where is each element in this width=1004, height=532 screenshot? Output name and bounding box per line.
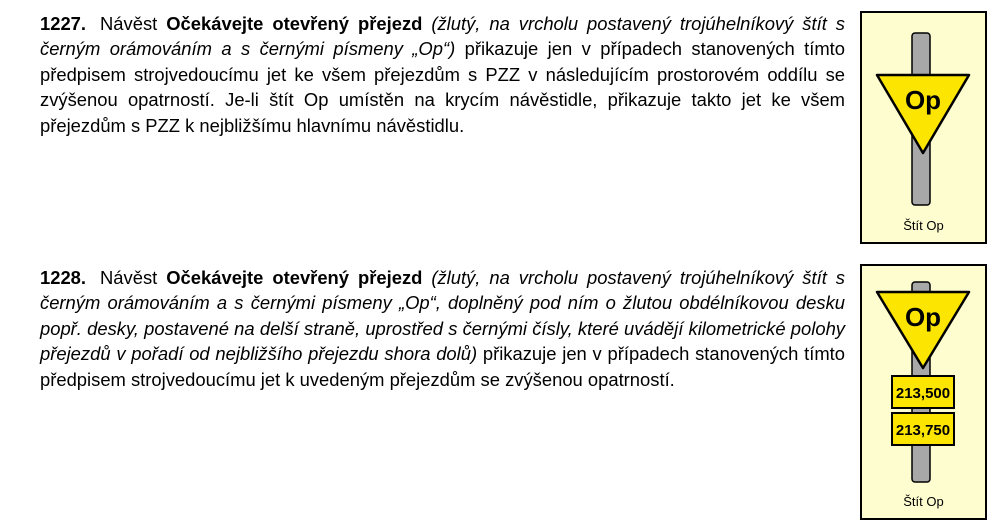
- op-sign-km-graphic: [862, 266, 985, 518]
- article-intro: Návěst: [100, 267, 167, 288]
- spacer: [422, 267, 431, 288]
- op-sign-text: Op: [904, 85, 942, 115]
- article-number: 1228.: [40, 267, 87, 288]
- sign-caption: Štít Op: [903, 494, 944, 509]
- article-intro: Návěst: [100, 13, 167, 34]
- km-board-text: 213,500: [895, 385, 951, 402]
- article-body: přikazuje jen v případech stanovených tímto předpisem strojvedoucímu jet ke všem přejezdům s PZZ v následujícím prostorovém oddílu se zvýšenou opatrností. Je-li štít Op umístěn na krycím návěstidle, přikazuje takto jet ke všem přejezdům s PZZ k nejbližšímu hlavnímu návěstidlu.: [40, 38, 845, 136]
- op-sign-text: Op: [904, 302, 942, 332]
- article-number: 1227.: [40, 13, 87, 34]
- article-1228: [40, 265, 845, 392]
- km-board-text: 213,750: [895, 422, 951, 439]
- signal-name: Očekávejte otevřený přejezd: [166, 13, 423, 34]
- signal-name: Očekávejte otevřený přejezd: [166, 267, 423, 288]
- op-sign-graphic: [862, 13, 985, 242]
- signal-description: (žlutý, na vrcholu postavený trojúhelníkový štít s černým orámováním a s černými písmeny „Op“, doplněný pod ním o žlutou obdélníkovou desku popř. desky, postavené na delší straně, uprostřed s černými čísly, které uvádějí kilometrické polohy přejezdů v pořadí od nejbližšího přejezdu shora dolů): [40, 267, 845, 365]
- spacer: [422, 13, 431, 34]
- sign-illustration-op-km: [860, 264, 987, 520]
- signal-description: (žlutý, na vrcholu postavený trojúhelníkový štít s černým orámováním a s černými písmeny „Op“): [40, 13, 845, 60]
- sign-caption: Štít Op: [903, 218, 944, 233]
- sign-illustration-op: [860, 11, 987, 244]
- article-1227: [40, 11, 845, 138]
- article-body: přikazuje jen v případech stanovených tímto předpisem strojvedoucímu jet k uvedeným přejezdům se zvýšenou opatrností.: [40, 343, 845, 390]
